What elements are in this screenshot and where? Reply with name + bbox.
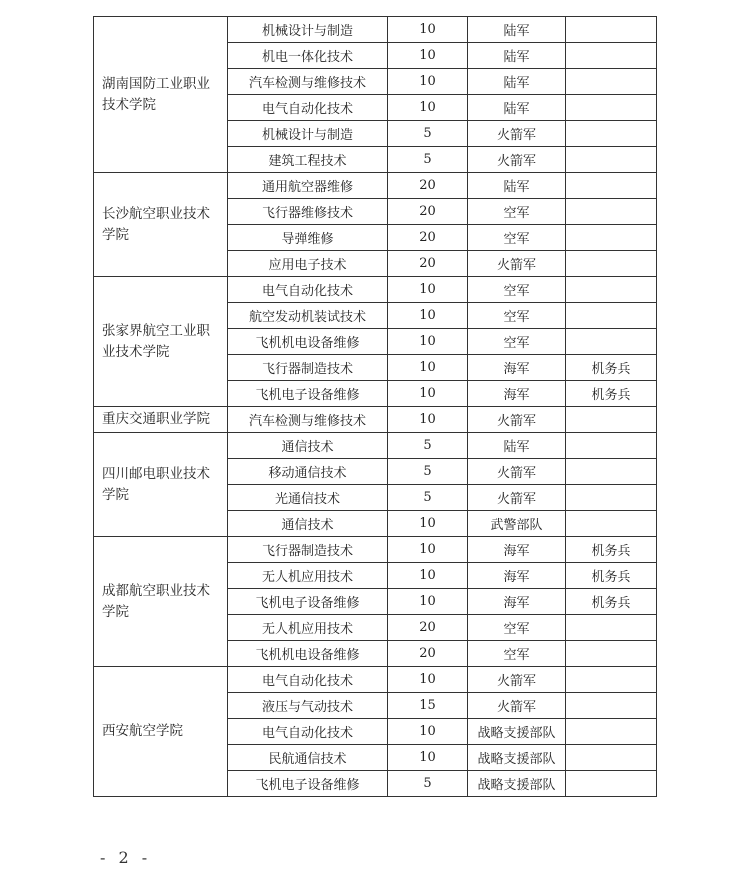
major-cell: 电气自动化技术 <box>228 95 388 121</box>
branch-cell: 陆军 <box>468 433 566 459</box>
major-cell: 汽车检测与维修技术 <box>228 407 388 433</box>
quota-cell: 20 <box>388 251 468 277</box>
note-cell <box>566 433 657 459</box>
major-cell: 民航通信技术 <box>228 745 388 771</box>
note-cell <box>566 407 657 433</box>
major-cell: 飞机机电设备维修 <box>228 641 388 667</box>
note-cell <box>566 667 657 693</box>
note-cell <box>566 329 657 355</box>
note-cell <box>566 225 657 251</box>
branch-cell: 海军 <box>468 589 566 615</box>
branch-cell: 火箭军 <box>468 147 566 173</box>
branch-cell: 空军 <box>468 641 566 667</box>
major-cell: 通信技术 <box>228 511 388 537</box>
table-row <box>94 667 657 693</box>
branch-cell: 空军 <box>468 329 566 355</box>
quota-cell: 10 <box>388 563 468 589</box>
branch-cell: 海军 <box>468 563 566 589</box>
quota-cell: 10 <box>388 277 468 303</box>
school-name-cell: 湖南国防工业职业技术学院 <box>94 17 228 173</box>
quota-cell: 10 <box>388 745 468 771</box>
major-cell: 应用电子技术 <box>228 251 388 277</box>
note-cell <box>566 95 657 121</box>
page-number: - 2 - <box>100 848 152 867</box>
table-row <box>94 407 657 433</box>
quota-cell: 10 <box>388 43 468 69</box>
branch-cell: 战略支援部队 <box>468 745 566 771</box>
quota-cell: 10 <box>388 719 468 745</box>
major-cell: 飞行器制造技术 <box>228 355 388 381</box>
branch-cell: 空军 <box>468 199 566 225</box>
quota-cell: 20 <box>388 173 468 199</box>
school-name-cell: 长沙航空职业技术学院 <box>94 173 228 277</box>
branch-cell: 空军 <box>468 615 566 641</box>
school-name-cell: 张家界航空工业职业技术学院 <box>94 277 228 407</box>
major-cell: 机电一体化技术 <box>228 43 388 69</box>
major-cell: 飞机电子设备维修 <box>228 589 388 615</box>
major-cell: 飞机电子设备维修 <box>228 771 388 797</box>
note-cell <box>566 277 657 303</box>
major-cell: 液压与气动技术 <box>228 693 388 719</box>
branch-cell: 战略支援部队 <box>468 771 566 797</box>
branch-cell: 武警部队 <box>468 511 566 537</box>
note-cell <box>566 199 657 225</box>
major-cell: 移动通信技术 <box>228 459 388 485</box>
note-cell <box>566 17 657 43</box>
major-cell: 飞机电子设备维修 <box>228 381 388 407</box>
note-cell <box>566 615 657 641</box>
note-cell <box>566 147 657 173</box>
major-cell: 机械设计与制造 <box>228 17 388 43</box>
major-cell: 无人机应用技术 <box>228 563 388 589</box>
branch-cell: 火箭军 <box>468 459 566 485</box>
quota-cell: 10 <box>388 17 468 43</box>
major-cell: 机械设计与制造 <box>228 121 388 147</box>
major-cell: 电气自动化技术 <box>228 277 388 303</box>
school-name-cell: 重庆交通职业学院 <box>94 407 228 433</box>
note-cell <box>566 511 657 537</box>
note-cell: 机务兵 <box>566 563 657 589</box>
note-cell <box>566 43 657 69</box>
quota-cell: 10 <box>388 69 468 95</box>
note-cell <box>566 121 657 147</box>
quota-cell: 5 <box>388 433 468 459</box>
table-row <box>94 433 657 459</box>
branch-cell: 海军 <box>468 355 566 381</box>
quota-cell: 10 <box>388 355 468 381</box>
quota-cell: 10 <box>388 95 468 121</box>
branch-cell: 火箭军 <box>468 121 566 147</box>
branch-cell: 战略支援部队 <box>468 719 566 745</box>
quota-cell: 10 <box>388 381 468 407</box>
major-cell: 飞行器维修技术 <box>228 199 388 225</box>
major-cell: 飞机机电设备维修 <box>228 329 388 355</box>
major-cell: 导弹维修 <box>228 225 388 251</box>
branch-cell: 海军 <box>468 381 566 407</box>
school-name-cell: 成都航空职业技术学院 <box>94 537 228 667</box>
note-cell <box>566 771 657 797</box>
quota-cell: 15 <box>388 693 468 719</box>
note-cell: 机务兵 <box>566 537 657 563</box>
table-row <box>94 537 657 563</box>
note-cell <box>566 459 657 485</box>
note-cell <box>566 719 657 745</box>
table-row <box>94 17 657 43</box>
quota-cell: 5 <box>388 121 468 147</box>
quota-cell: 10 <box>388 407 468 433</box>
branch-cell: 火箭军 <box>468 693 566 719</box>
enrollment-table <box>93 16 657 797</box>
major-cell: 光通信技术 <box>228 485 388 511</box>
branch-cell: 陆军 <box>468 17 566 43</box>
branch-cell: 火箭军 <box>468 407 566 433</box>
major-cell: 电气自动化技术 <box>228 667 388 693</box>
table-body <box>94 17 657 797</box>
branch-cell: 火箭军 <box>468 485 566 511</box>
quota-cell: 10 <box>388 667 468 693</box>
quota-cell: 5 <box>388 485 468 511</box>
quota-cell: 20 <box>388 225 468 251</box>
quota-cell: 20 <box>388 199 468 225</box>
branch-cell: 空军 <box>468 225 566 251</box>
school-name-cell: 西安航空学院 <box>94 667 228 797</box>
major-cell: 通用航空器维修 <box>228 173 388 199</box>
note-cell: 机务兵 <box>566 589 657 615</box>
quota-cell: 20 <box>388 615 468 641</box>
note-cell <box>566 69 657 95</box>
major-cell: 无人机应用技术 <box>228 615 388 641</box>
major-cell: 航空发动机装试技术 <box>228 303 388 329</box>
quota-cell: 10 <box>388 329 468 355</box>
note-cell: 机务兵 <box>566 355 657 381</box>
major-cell: 建筑工程技术 <box>228 147 388 173</box>
branch-cell: 陆军 <box>468 43 566 69</box>
branch-cell: 火箭军 <box>468 251 566 277</box>
note-cell <box>566 303 657 329</box>
note-cell: 机务兵 <box>566 381 657 407</box>
major-cell: 电气自动化技术 <box>228 719 388 745</box>
quota-cell: 20 <box>388 641 468 667</box>
quota-cell: 5 <box>388 459 468 485</box>
quota-cell: 10 <box>388 589 468 615</box>
major-cell: 飞行器制造技术 <box>228 537 388 563</box>
quota-cell: 10 <box>388 303 468 329</box>
branch-cell: 空军 <box>468 303 566 329</box>
major-cell: 汽车检测与维修技术 <box>228 69 388 95</box>
school-name-cell: 四川邮电职业技术学院 <box>94 433 228 537</box>
branch-cell: 火箭军 <box>468 667 566 693</box>
note-cell <box>566 173 657 199</box>
branch-cell: 陆军 <box>468 173 566 199</box>
table-row <box>94 173 657 199</box>
note-cell <box>566 745 657 771</box>
branch-cell: 陆军 <box>468 69 566 95</box>
note-cell <box>566 251 657 277</box>
major-cell: 通信技术 <box>228 433 388 459</box>
branch-cell: 陆军 <box>468 95 566 121</box>
table-row <box>94 277 657 303</box>
branch-cell: 海军 <box>468 537 566 563</box>
note-cell <box>566 485 657 511</box>
note-cell <box>566 641 657 667</box>
quota-cell: 10 <box>388 511 468 537</box>
branch-cell: 空军 <box>468 277 566 303</box>
note-cell <box>566 693 657 719</box>
quota-cell: 5 <box>388 771 468 797</box>
quota-cell: 5 <box>388 147 468 173</box>
quota-cell: 10 <box>388 537 468 563</box>
